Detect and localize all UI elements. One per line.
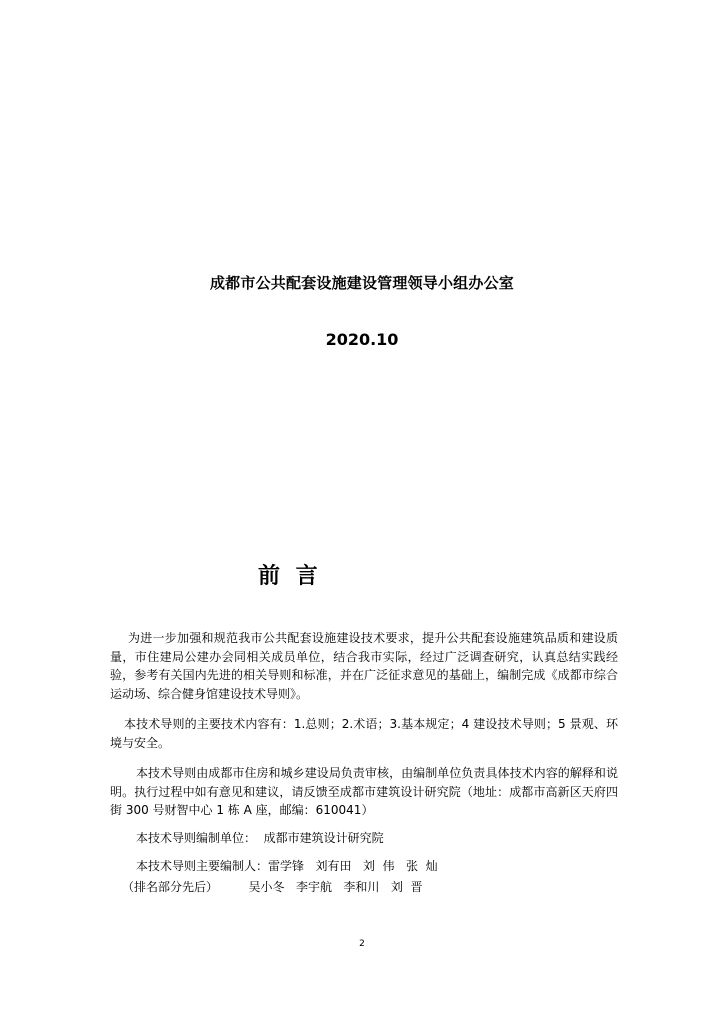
compiling-unit: 本技术导则编制单位： 成都市建筑设计研究院 bbox=[136, 831, 384, 845]
preface-title: 前 言 bbox=[258, 564, 322, 589]
preface-paragraph: 为进一步加强和规范我市公共配套设施建设技术要求，提升公共配套设施建筑品质和建设质量，市住建局公建办会同相关成员单位，结合我市实际，经过广泛调查研究，认真总结实践经验，参考有关国内先进的相关导则和标准，并在广泛征求意见的基础上，编制完成《成都市综合运动场、综合健身馆建设技术导则》。 bbox=[110, 631, 618, 701]
preface-paragraph: 本技术导则由成都市住房和城乡建设局负责审核，由编制单位负责具体技术内容的解释和说明。执行过程中如有意见和建议，请反馈至成都市建筑设计研究院（地址：成都市高新区天府四街 300 号财智中心 1 栋 A 座，邮编：610041） bbox=[110, 766, 618, 817]
editors-line: （排名部分先后） 吴小冬 李宇航 李和川 刘 晋 bbox=[122, 880, 423, 894]
editors-line: 本技术导则主要编制人：雷学锋 刘有田 刘 伟 张 灿 bbox=[136, 859, 438, 873]
organization-name: 成都市公共配套设施建设管理领导小组办公室 bbox=[209, 274, 514, 292]
publication-date: 2020.10 bbox=[325, 330, 399, 349]
preface-paragraph: 本技术导则的主要技术内容有：1.总则；2.术语；3.基本规定；4 建设技术导则；5 景观、环境与安全。 bbox=[110, 717, 618, 750]
page-number: 2 bbox=[359, 939, 365, 949]
